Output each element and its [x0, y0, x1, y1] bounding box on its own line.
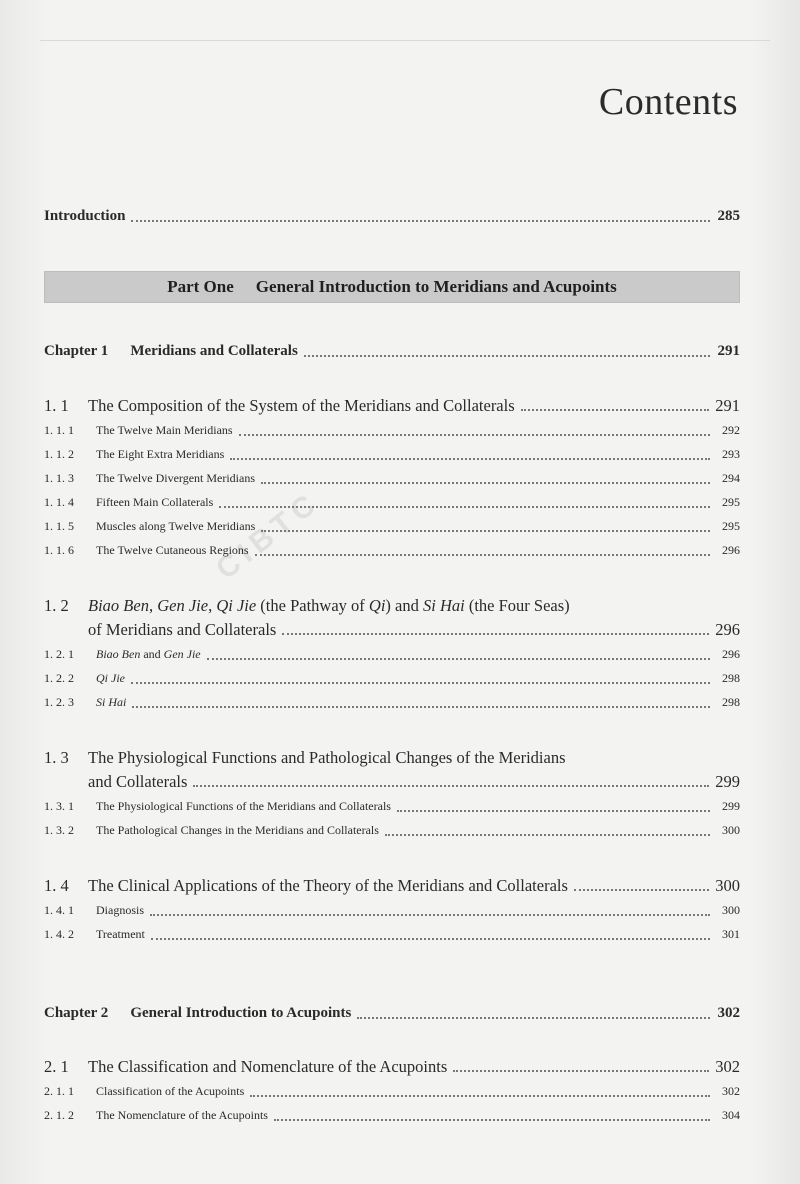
page-number: 301 [722, 927, 740, 941]
subsection-number: 1. 3. 2 [44, 823, 74, 837]
leader-dots [304, 355, 710, 357]
toc-entry-1-2-line-1[interactable] [44, 596, 740, 616]
page-number: 295 [722, 519, 740, 533]
toc-entry-1-4-2[interactable] [44, 927, 740, 942]
toc-entry-1-1-3[interactable] [44, 471, 740, 486]
leader-dots [255, 554, 710, 556]
watermark: CIBTC [210, 485, 327, 587]
leader-dots [357, 1017, 710, 1019]
leader-dots [261, 530, 710, 532]
leader-dots [397, 810, 710, 812]
leader-dots [151, 938, 710, 940]
subsection-number: 1. 4. 1 [44, 903, 74, 917]
subsection-title: The Nomenclature of the Acupoints [96, 1108, 268, 1122]
part-title: General Introduction to Meridians and Acupoints [255, 277, 617, 296]
punct: , [148, 596, 154, 615]
page-number: 296 [715, 620, 740, 639]
section-title: The Composition of the System of the Meridians and Collaterals [88, 396, 515, 415]
page-title: Contents [598, 81, 738, 123]
leader-dots [230, 458, 710, 460]
page-number: 285 [717, 208, 740, 224]
toc-entry-1-2-1[interactable] [44, 647, 740, 662]
page-number: 302 [722, 1084, 740, 1098]
toc-entry-1-4-1[interactable] [44, 903, 740, 918]
part-heading [44, 271, 740, 303]
toc-entry-1-3-1[interactable] [44, 799, 740, 814]
leader-dots [521, 409, 710, 411]
chapter-title: General Introduction to Acupoints [130, 1005, 352, 1021]
text-and: and [143, 647, 161, 661]
toc-entry-2-1-2[interactable] [44, 1108, 740, 1123]
toc-entry-1-3-2[interactable] [44, 823, 740, 838]
leader-dots [453, 1070, 709, 1072]
term-si-hai: Si Hai [422, 596, 465, 615]
term-qi: Qi [368, 596, 386, 615]
subsection-title: The Twelve Main Meridians [96, 423, 233, 437]
text-and: ) and [385, 596, 419, 615]
subsection-number: 1. 1. 6 [44, 543, 74, 557]
page-number: 302 [715, 1057, 740, 1076]
toc-entry-introduction[interactable] [44, 208, 740, 225]
section-title: The Classification and Nomenclature of the Acupoints [88, 1057, 448, 1076]
toc-entry-1-1-1[interactable] [44, 423, 740, 438]
toc-entry-1-2-2[interactable] [44, 671, 740, 686]
subsection-number: 1. 2. 1 [44, 647, 74, 661]
subsection-number: 2. 1. 2 [44, 1108, 74, 1122]
subsection-number: 1. 2. 3 [44, 695, 74, 709]
toc-entry-1-1-5[interactable] [44, 519, 740, 534]
toc-entry-1-4[interactable] [44, 876, 740, 896]
subsection-number: 1. 1. 2 [44, 447, 74, 461]
section-number: 2. 1 [44, 1057, 69, 1076]
toc-entry-1-3-line-1[interactable] [44, 748, 740, 768]
page-number: 300 [722, 823, 740, 837]
section-number: 1. 3 [44, 748, 69, 767]
leader-dots [193, 785, 709, 787]
page-number: 291 [717, 343, 740, 359]
page-number: 295 [722, 495, 740, 509]
section-title: The Clinical Applications of the Theory of the Meridians and Collaterals [88, 876, 568, 895]
page-number: 300 [722, 903, 740, 917]
text-four-seas: (the Four Seas) [468, 596, 570, 615]
leader-dots [131, 682, 710, 684]
subsection-title: Diagnosis [96, 903, 144, 917]
toc-entry-1-1-2[interactable] [44, 447, 740, 462]
subsection-number: 1. 1. 4 [44, 495, 74, 509]
leader-dots [282, 633, 709, 635]
chapter-number: Chapter 1 [44, 343, 109, 359]
leader-dots [207, 658, 710, 660]
chapter-title: Meridians and Collaterals [130, 343, 298, 359]
term-qi-jie: Qi Jie [216, 596, 257, 615]
toc-entry-1-2-3[interactable] [44, 695, 740, 710]
page-number: 293 [722, 447, 740, 461]
page-number: 294 [722, 471, 740, 485]
subsection-number: 1. 1. 5 [44, 519, 74, 533]
page-number: 299 [722, 799, 740, 813]
leader-dots [132, 706, 710, 708]
subsection-number: 1. 1. 1 [44, 423, 74, 437]
leader-dots [250, 1095, 710, 1097]
punct: , [208, 596, 213, 615]
section-title: The Physiological Functions and Pathological Changes of the Meridians [88, 748, 566, 767]
term-biao-ben: Biao Ben [96, 647, 141, 661]
part-number: Part One [167, 277, 234, 296]
leader-dots [385, 834, 710, 836]
subsection-title: Treatment [96, 927, 145, 941]
top-rule [40, 40, 770, 41]
toc-entry-chapter-1[interactable] [44, 343, 740, 360]
subsection-title: Muscles along Twelve Meridians [96, 519, 256, 533]
page-number: 298 [722, 671, 740, 685]
page-number: 296 [722, 543, 740, 557]
subsection-title: Classification of the Acupoints [96, 1084, 245, 1098]
section-number: 1. 2 [44, 596, 69, 615]
toc-entry-1-2-line-2[interactable] [88, 620, 740, 640]
leader-dots [261, 482, 710, 484]
subsection-number: 1. 1. 3 [44, 471, 74, 485]
subsection-number: 1. 4. 2 [44, 927, 74, 941]
section-title-cont: and Collaterals [88, 772, 188, 791]
leader-dots [219, 506, 710, 508]
toc-entry-chapter-2[interactable] [44, 1005, 740, 1022]
term-gen-jie: Gen Jie [157, 596, 209, 615]
leader-dots [131, 220, 710, 222]
toc-entry-2-1[interactable] [44, 1057, 740, 1077]
subsection-title: The Physiological Functions of the Meridians and Collaterals [96, 799, 391, 813]
page-number: 296 [722, 647, 740, 661]
page-number: 300 [715, 876, 740, 895]
subsection-title: The Twelve Divergent Meridians [96, 471, 256, 485]
subsection-title: Fifteen Main Collaterals [96, 495, 214, 509]
section-number: 1. 1 [44, 396, 69, 415]
toc-entry-2-1-1[interactable] [44, 1084, 740, 1099]
entry-label: Introduction [44, 208, 126, 224]
leader-dots [574, 889, 709, 891]
page-number: 302 [717, 1005, 740, 1021]
term-qi-jie: Qi Jie [96, 671, 125, 685]
page-number: 304 [722, 1108, 740, 1122]
subsection-number: 1. 3. 1 [44, 799, 74, 813]
section-title-cont: of Meridians and Collaterals [88, 620, 277, 639]
term-gen-jie: Gen Jie [163, 647, 201, 661]
page-number: 299 [715, 772, 740, 791]
toc-entry-1-1-6[interactable] [44, 543, 740, 558]
term-si-hai: Si Hai [96, 695, 127, 709]
leader-dots [150, 914, 710, 916]
section-number: 1. 4 [44, 876, 69, 895]
page-number: 292 [722, 423, 740, 437]
subsection-title: The Eight Extra Meridians [96, 447, 225, 461]
leader-dots [274, 1119, 710, 1121]
text-pathway: (the Pathway of [260, 596, 365, 615]
toc-entry-1-3-line-2[interactable] [88, 772, 740, 792]
leader-dots [239, 434, 710, 436]
term-biao-ben: Biao Ben [88, 596, 149, 615]
subsection-number: 2. 1. 1 [44, 1084, 74, 1098]
page-number: 291 [715, 396, 740, 415]
page-number: 298 [722, 695, 740, 709]
toc-entry-1-1[interactable] [44, 396, 740, 416]
subsection-number: 1. 2. 2 [44, 671, 74, 685]
chapter-number: Chapter 2 [44, 1005, 109, 1021]
subsection-title: The Pathological Changes in the Meridians and Collaterals [96, 823, 379, 837]
toc-entry-1-1-4[interactable] [44, 495, 740, 510]
subsection-title: The Twelve Cutaneous Regions [96, 543, 249, 557]
